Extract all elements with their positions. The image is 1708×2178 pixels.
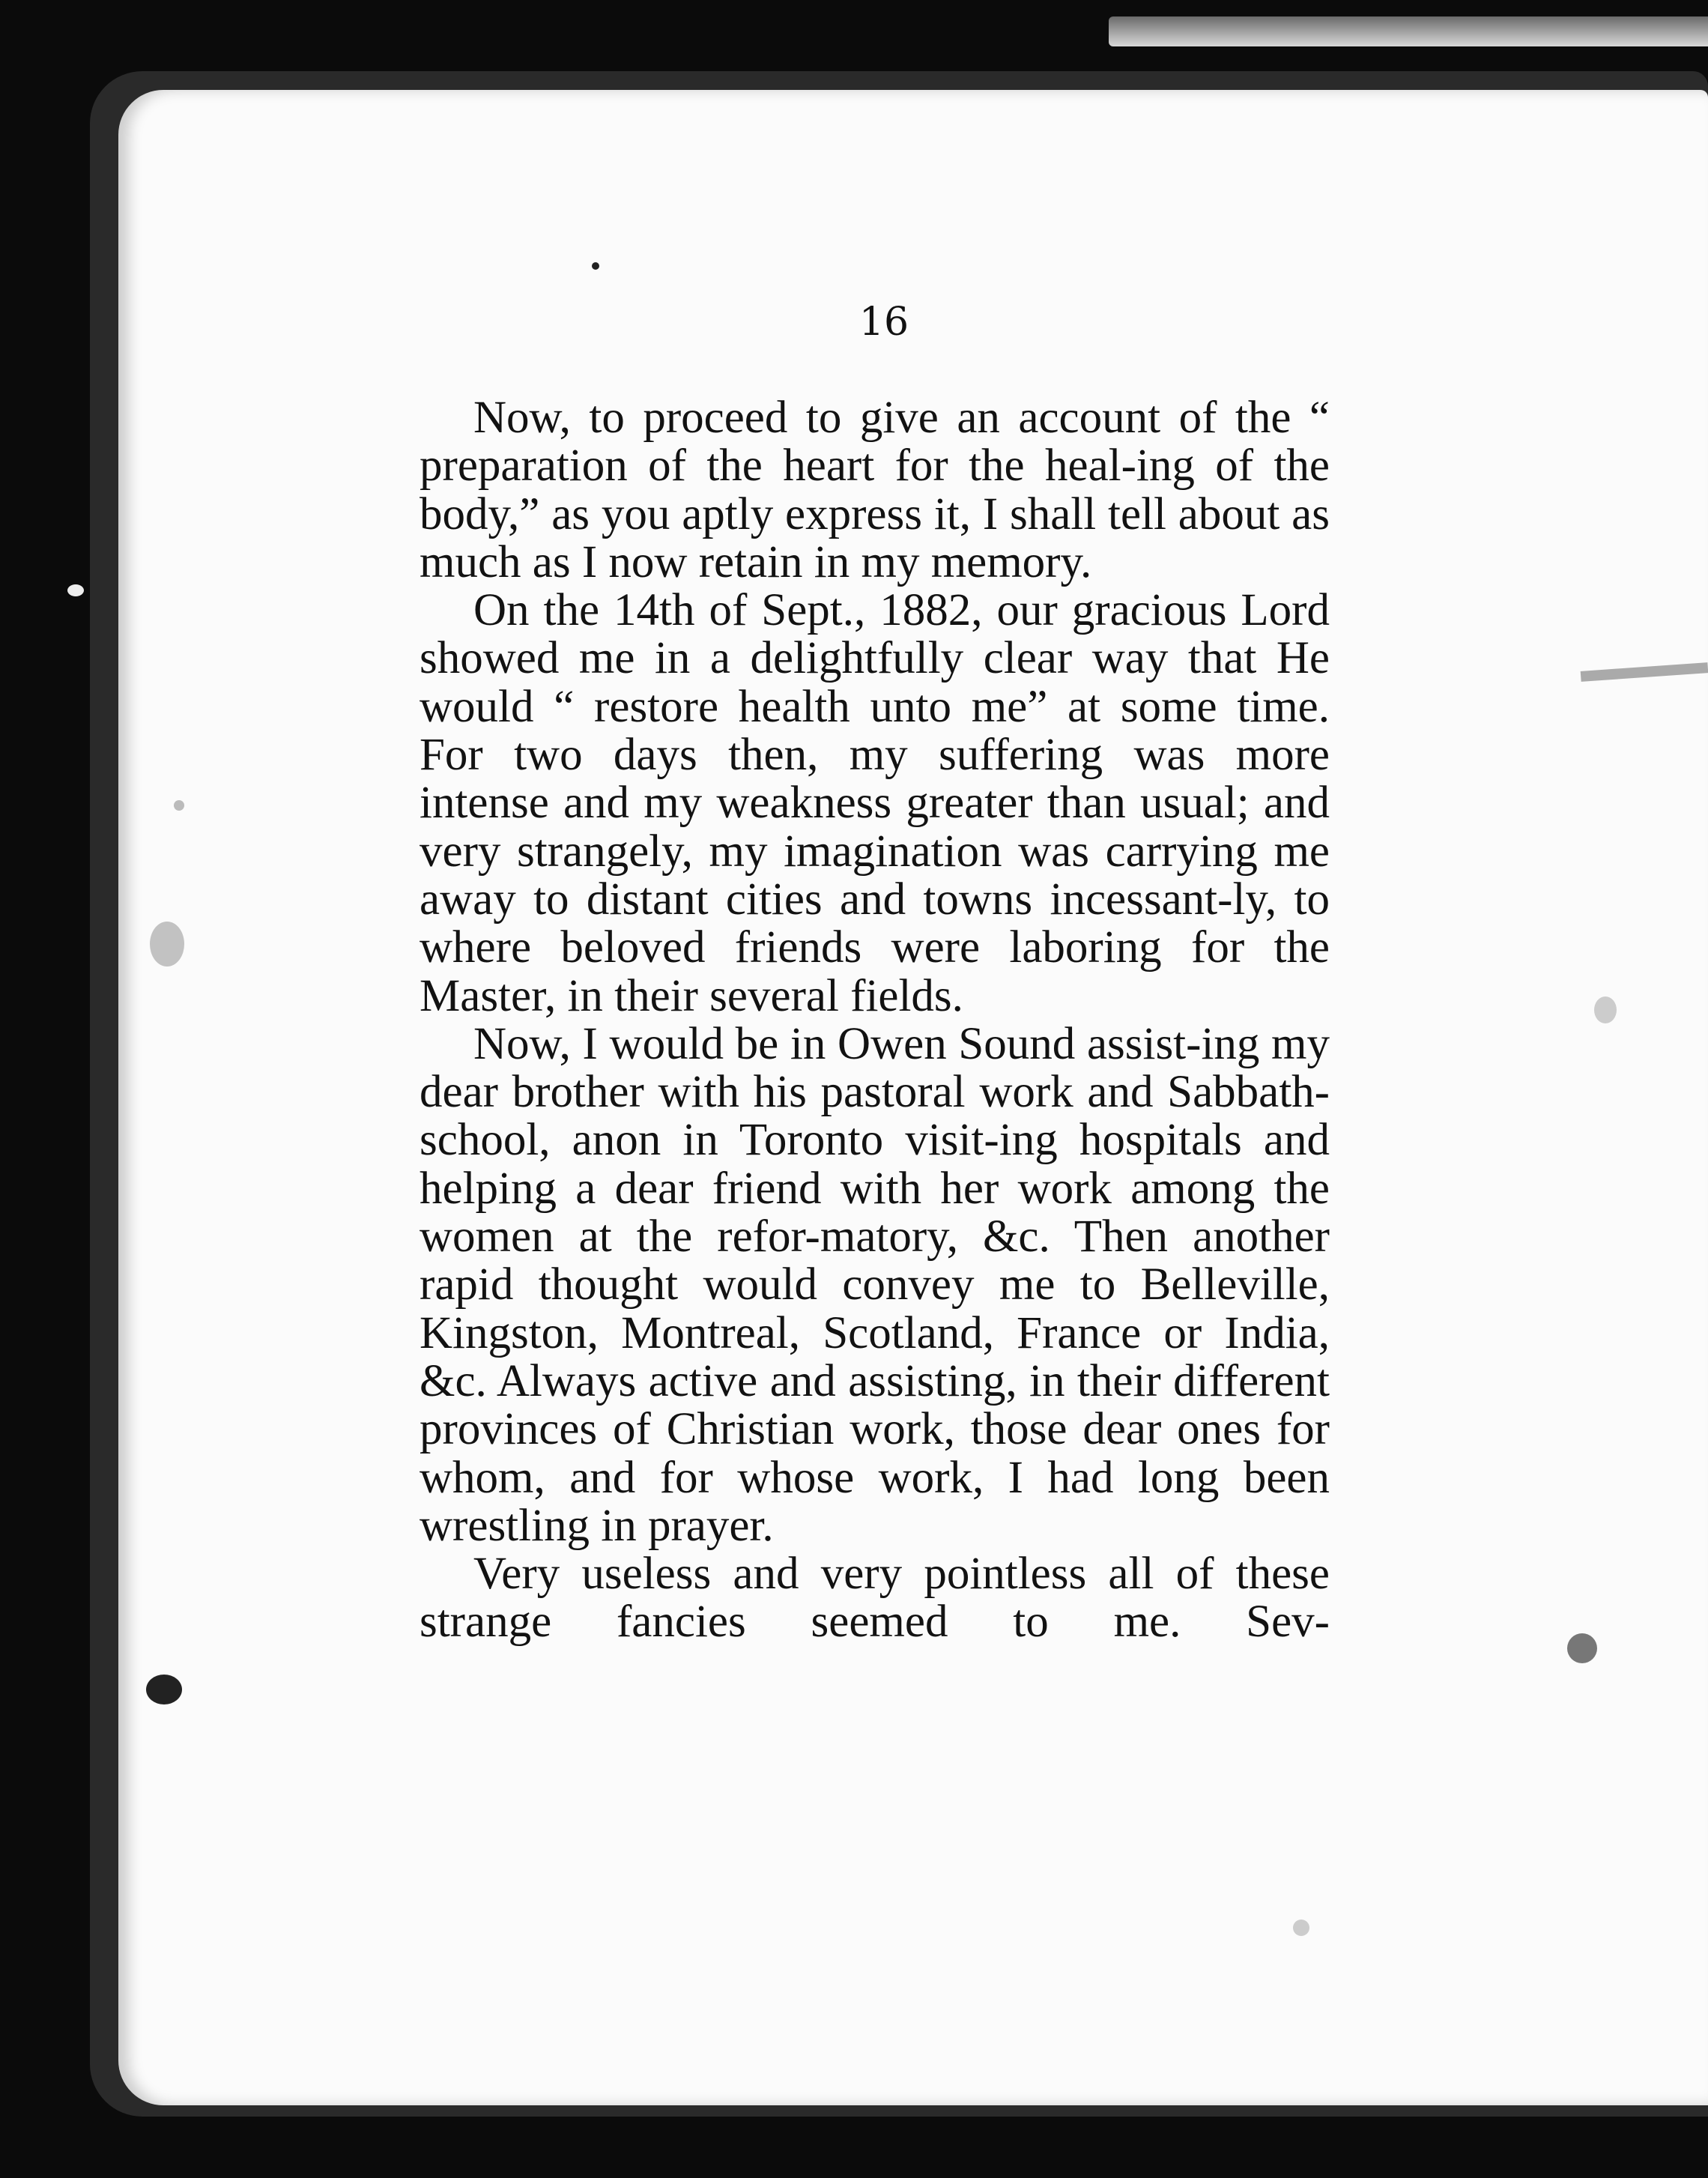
scan-noise-mark (150, 922, 184, 967)
scan-noise-mark (1567, 1633, 1597, 1663)
paragraph: On the 14th of Sept., 1882, our gracious Lord showed me in a delightfully clear way that He would “ restore health unto me” at some time. For two days then, my suffering was more intense and my weakness greater than usual; and very strangely, my imagination was carrying me away to distant cities and towns incessant-ly, to where beloved friends were laboring for the Master, in their several fields. (420, 585, 1330, 1021)
paragraph: Very useless and very pointless all of these strange fancies seemed to me. Sev- (420, 1549, 1330, 1648)
scan-edge-strip (1109, 16, 1708, 46)
page-number: 16 (858, 300, 909, 345)
scan-noise-mark (592, 262, 599, 270)
scan-noise-mark (146, 1675, 182, 1704)
scan-noise-mark (1293, 1920, 1309, 1936)
body-text (420, 394, 1330, 1647)
paragraph: Now, I would be in Owen Sound assist-ing my dear brother with his pastoral work and Sabbath-school, anon in Toronto visit-ing hospitals and helping a dear friend with her work among the women at the refor-matory, &c. Then another rapid thought would convey me to Belleville, Kingston, Montreal, Scotland, France or India, &c. Always active and assisting, in their different provinces of Christian work, those dear ones for whom, and for whose work, I had long been wrestling in prayer. (420, 1018, 1330, 1551)
paragraph: Now, to proceed to give an account of the “ preparation of the heart for the heal-ing of the body,” as you aptly express it, I shall tell about as much as I now retain in my memory. (420, 393, 1330, 587)
scan-noise-mark (1594, 996, 1617, 1023)
scan-noise-mark (67, 584, 84, 596)
scan-noise-mark (174, 800, 184, 811)
